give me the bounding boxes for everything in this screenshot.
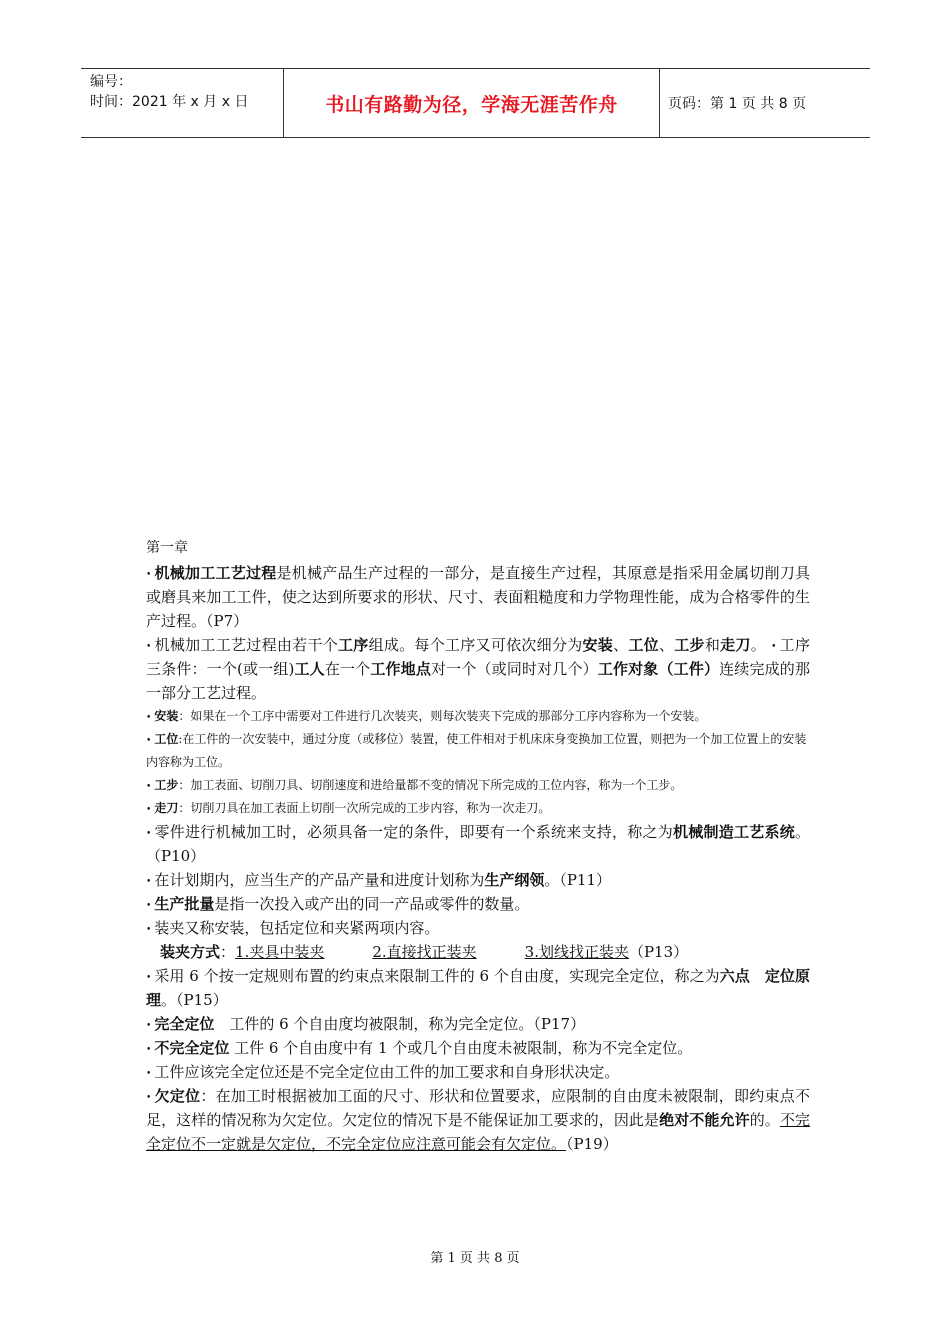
paragraph-full-location: • 完全定位 工件的 6 个自由度均被限制，称为完全定位。（P17） bbox=[146, 1015, 586, 1033]
bullet-icon: • bbox=[146, 782, 152, 792]
bullet-icon: • bbox=[146, 805, 152, 815]
bullet-icon: • bbox=[146, 1093, 152, 1103]
header-meta bbox=[81, 69, 284, 137]
bullet-icon: • bbox=[146, 642, 152, 652]
bullet-icon: • bbox=[146, 1069, 152, 1079]
bullet-icon: • bbox=[146, 1021, 152, 1031]
bullet-icon: • bbox=[146, 570, 152, 580]
bullet-icon: • bbox=[146, 877, 152, 887]
definition-step: • 工步：加工表面、切削刀具、切削速度和进给量都不变的情况下所完成的工位内容，称为一个工步。 bbox=[146, 778, 683, 792]
bullet-icon: • bbox=[146, 1045, 152, 1055]
paragraph-process: • 机械加工工艺过程是机械产品生产过程的一部分，是直接生产过程，其原意是指采用金属切削刀具或磨具来加工工件，使之达到所要求的形状、尺寸、表面粗糙度和力学物理性能，成为合格零件的生产过程。（P7） bbox=[146, 564, 810, 630]
paragraph-system: • 零件进行机械加工时，必须具备一定的条件，即要有一个系统来支持，称之为机械制造工艺系统。（P10） bbox=[146, 823, 810, 865]
bullet-icon: • bbox=[771, 642, 777, 652]
bullet-icon: • bbox=[146, 713, 152, 723]
paragraph-partial-location: • 不完全定位 工件 6 个自由度中有 1 个或几个自由度未被限制，称为不完全定位。 bbox=[146, 1039, 693, 1057]
doc-number-label: 编号： bbox=[90, 74, 132, 90]
paragraph-batch: • 生产批量是指一次投入或产出的同一产品或零件的数量。 bbox=[146, 895, 530, 913]
paragraph-process-composition: • 机械加工工艺过程由若干个工序组成。每个工序又可依次细分为安装、工位、工步和走刀。 • 工序三条件：一个(或一组)工人在一个工作地点对一个（或同时对几个）工作对象（工件）连续完成的那一部分工艺过程。 bbox=[146, 636, 810, 702]
paragraph-production-program: • 在计划期内，应当生产的产品产量和进度计划称为生产纲领。（P11） bbox=[146, 871, 612, 889]
bullet-icon: • bbox=[146, 829, 152, 839]
bullet-icon: • bbox=[146, 973, 152, 983]
header-page-number: 页码：第 1 页 共 8 页 bbox=[668, 96, 807, 112]
definition-station: • 工位:在工件的一次安装中，通过分度（或移位）装置，使工件相对于机床床身变换加工位置，则把为一个加工位置上的安装内容称为工位。 bbox=[146, 732, 807, 769]
doc-date: 时间：2021 年 x 月 x 日 bbox=[90, 94, 249, 110]
definition-install: • 安装：如果在一个工序中需要对工件进行几次装夹，则每次装夹下完成的那部分工序内容称为一个安装。 bbox=[146, 709, 707, 723]
page-footer: 第 1 页 共 8 页 bbox=[430, 1251, 520, 1266]
bullet-icon: • bbox=[146, 901, 152, 911]
chapter-title: 第一章 bbox=[146, 540, 188, 556]
definition-pass: • 走刀：切削刀具在加工表面上切削一次所完成的工步内容，称为一次走刀。 bbox=[146, 801, 551, 815]
clamping-methods: 装夹方式：1.夹具中装夹 2.直接找正装夹 3.划线找正装夹（P13） bbox=[160, 943, 689, 961]
bullet-icon: • bbox=[146, 736, 152, 746]
paragraph-location-decision: • 工件应该完全定位还是不完全定位由工件的加工要求和自身形状决定。 bbox=[146, 1063, 620, 1081]
paragraph-under-location: • 欠定位：在加工时根据被加工面的尺寸、形状和位置要求，应限制的自由度未被限制，即约束点不足，这样的情况称为欠定位。欠定位的情况下是不能保证加工要求的，因此是绝对不能允许的。不完全定位不一定就是欠定位，不完全定位应注意可能会有欠定位。（P19） bbox=[146, 1087, 810, 1153]
paragraph-six-point: • 采用 6 个按一定规则布置的约束点来限制工件的 6 个自由度，实现完全定位，称之为六点 定位原理。（P15） bbox=[146, 967, 810, 1009]
document-body bbox=[146, 537, 810, 1156]
paragraph-clamping: • 装夹又称安装，包括定位和夹紧两项内容。 bbox=[146, 919, 440, 937]
bullet-icon: • bbox=[146, 925, 152, 935]
header-motto: 书山有路勤为径，学海无涯苦作舟 bbox=[284, 69, 660, 137]
page-header bbox=[81, 68, 870, 138]
